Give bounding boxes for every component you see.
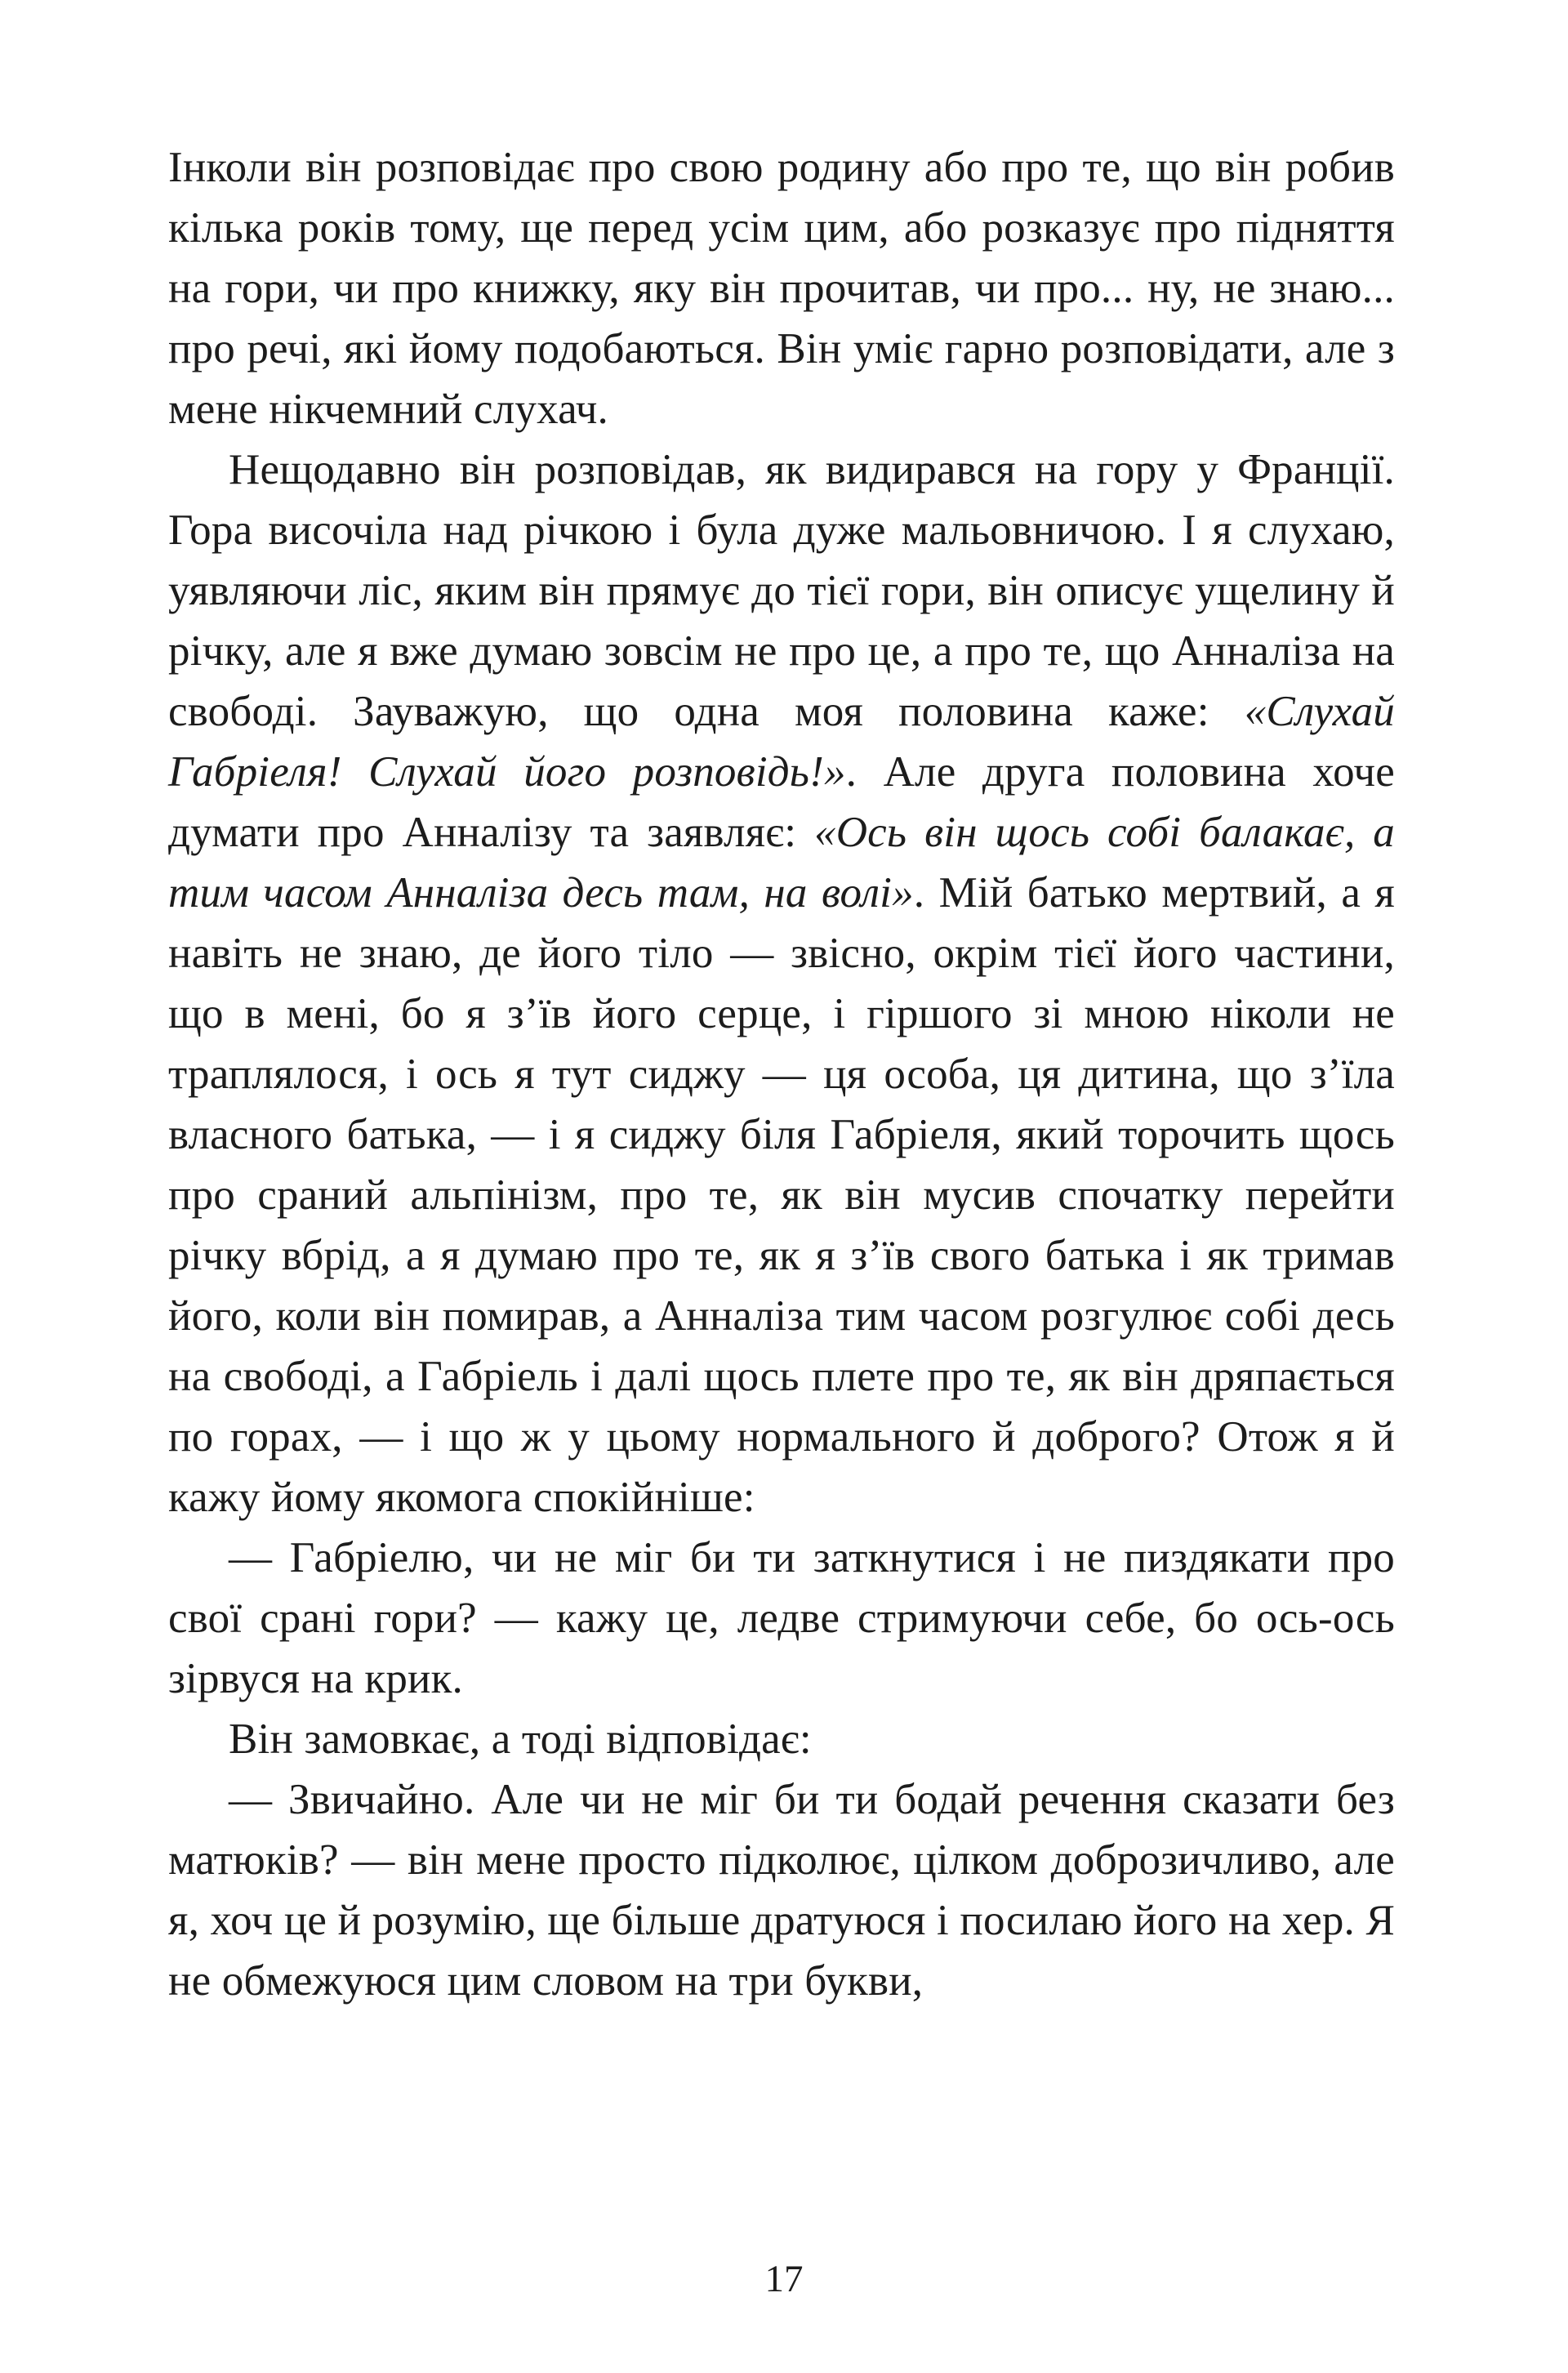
text-run: Він замовкає, а тоді відповідає:: [229, 1715, 812, 1763]
paragraph: [168, 1709, 1395, 1769]
body-text: [168, 137, 1395, 2011]
text-run: Нещодавно він розповідав, як видирався на гору у Франції. Гора височіла над річкою і була дуже мальовничою. І я слухаю, уявляючи ліс, яким він прямує до тієї гори, він описує ущелину й річку, але я вже думаю зовсім не про це, а про те, що Анналіза на свободі. Зауважую, що одна моя половина каже:: [168, 446, 1395, 735]
page-number: 17: [764, 2258, 804, 2300]
paragraph: [168, 1528, 1395, 1709]
text-run: . Але друга половина хоче думати про Анналізу та заявляє:: [168, 748, 1395, 856]
italic-text-run: «Слухай Габріеля! Слухай його розповідь!»: [168, 688, 1395, 796]
text-run: . Мій батько мертвий, а я навіть не знаю, де його тіло — звісно, окрім тієї його частини, що в мені, бо я з’їв його серце, і гіршого зі мною ніколи не траплялося, і ось я тут сиджу — ця особа, ця дитина, що з’їла власного батька, — і я сиджу біля Габріеля, який торочить щось про сраний альпінізм, про те, як він мусив спочатку перейти річку вбрід, а я думаю про те, як я з’їв свого батька і як тримав його, коли він помирав, а Анналіза тим часом розгулює собі десь на свободі, а Габріель і далі щось плете про те, як він дряпається по горах, — і що ж у цьому нормального й доброго? Отож я й кажу йому якомога спокійніше:: [168, 869, 1395, 1521]
text-run: — Габріелю, чи не міг би ти заткнутися і не пиздякати про свої срані гори? — кажу це, ледве стримуючи себе, бо ось-ось зірвуся на крик.: [168, 1534, 1395, 1702]
paragraph: [168, 137, 1395, 439]
text-run: — Звичайно. Але чи не міг би ти бодай речення сказати без матюків? — він мене просто підколює, цілком доброзичливо, але я, хоч це й розумію, ще більше дратуюся і посилаю його на хер. Я не обмежуюся цим словом на три букви,: [168, 1776, 1395, 2005]
italic-text-run: «Ось він щось собі балакає, а тим часом Анналіза десь там, на волі»: [168, 809, 1395, 917]
text-run: Інколи він розповідає про свою родину або про те, що він робив кілька років тому, ще перед усім цим, або розказує про підняття на гори, чи про книжку, яку він прочитав, чи про... ну, не знаю... про речі, які йому подобаються. Він уміє гарно розповідати, але з мене нікчемний слухач.: [168, 144, 1395, 433]
paragraph: [168, 439, 1395, 1528]
paragraph: [168, 1769, 1395, 2011]
